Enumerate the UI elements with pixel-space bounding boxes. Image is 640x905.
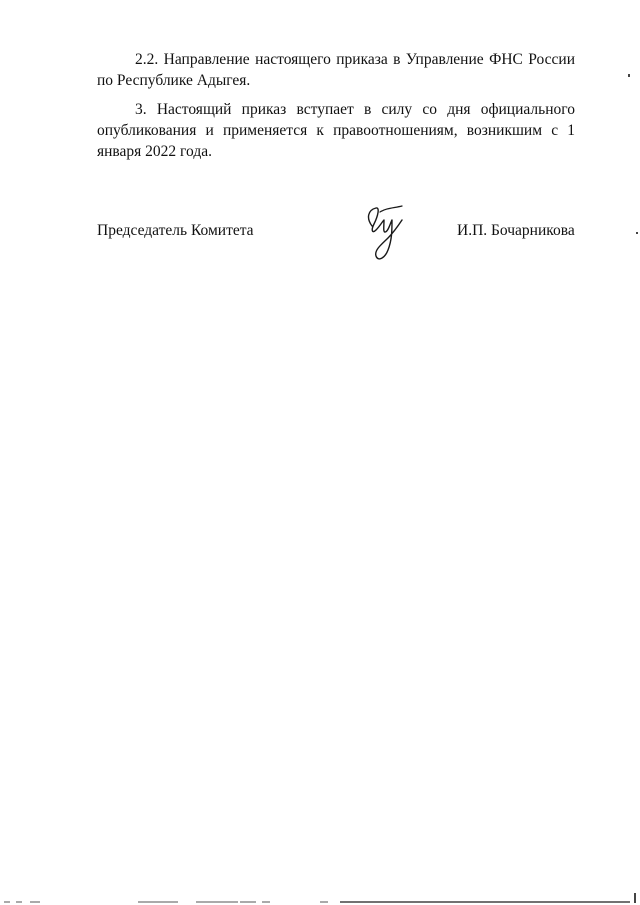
- signatory-role: Председатель Комитета: [97, 222, 254, 239]
- paragraph-3: [97, 99, 575, 162]
- paragraph-3-continuation: опубликования и применяется к правоотношениям, возникшим с 1 января 2022 года.: [97, 122, 575, 160]
- scan-artifact: [628, 74, 630, 77]
- signatory-name: И.П. Бочарникова: [457, 222, 575, 239]
- paragraph-3-line-1: 3. Настоящий приказ вступает в силу со дня официального: [135, 101, 575, 118]
- paragraph-2-2: 2.2. Направление настоящего приказа в Управление ФНС России по Республике Адыгея.: [97, 51, 575, 89]
- scan-bottom-edge: [0, 898, 640, 904]
- handwritten-signature: [358, 196, 418, 266]
- scan-artifact: [636, 232, 638, 234]
